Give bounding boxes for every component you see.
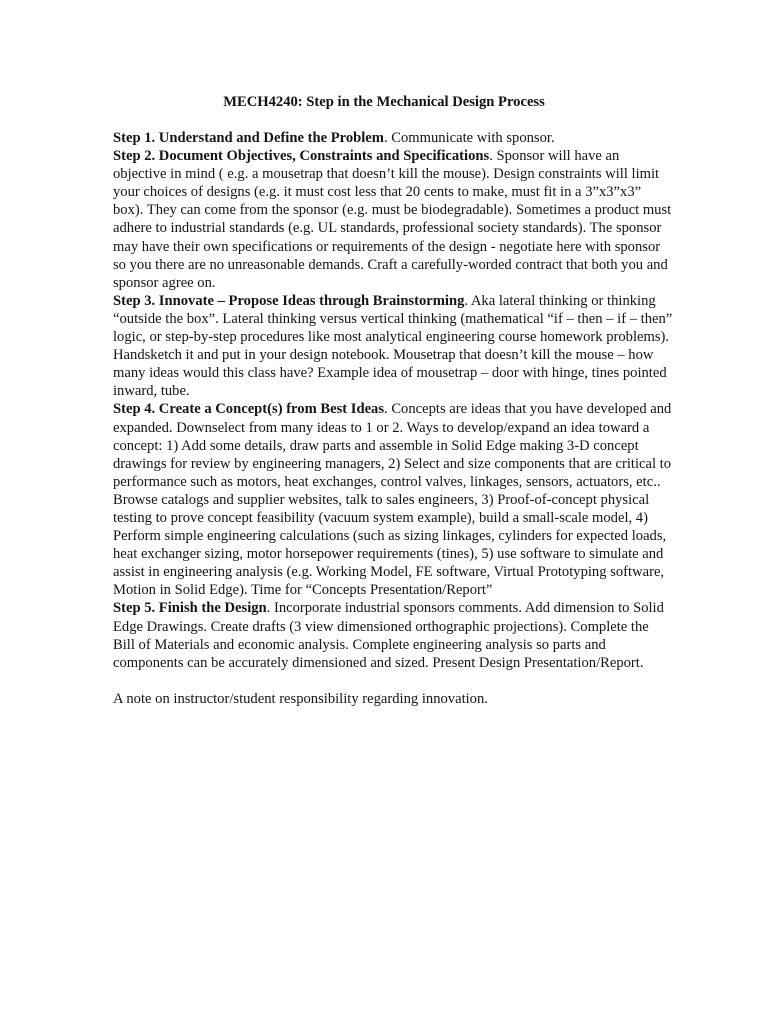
step-5 [113,599,673,671]
closing-note: A note on instructor/student responsibility regarding innovation. [113,690,488,707]
step-3 [113,292,673,401]
step-5-heading: Step 5. Finish the Design [113,600,267,617]
step-4 [113,400,673,599]
step-1 [113,129,673,147]
step-4-text: . Concepts are ideas that you have developed and expanded. Downselect from many ideas to 1 or 2. Ways to develop/expand an idea toward a concept: 1) Add some details, draw parts and assemble in Solid Edge making 3-D concept drawings for review by engineering managers, 2) Select and size components that are critical to performance such as motors, heat exchanges, control valves, linkages, sensors, actuators, etc.. Browse catalogs and supplier websites, talk to sales engineers, 3) Proof-of-concept physical testing to prove concept feasibility (vacuum system example), build a small-scale model, 4) Perform simple engineering calculations (such as sizing linkages, cylinders for expected loads, heat exchanger sizing, motor horsepower requirements (tines), 5) use software to simulate and assist in engineering analysis (e.g. Working Model, FE software, Virtual Prototyping software, Motion in Solid Edge). Time for “Concepts Presentation/Report” [113,401,672,599]
step-5-text: . Incorporate industrial sponsors comments. Add dimension to Solid Edge Drawings. Create drafts (3 view dimensioned orthographic projections). Complete the Bill of Materials and economic analysis. Complete engineering analysis so parts and components can be accurately dimensioned and sized. Present Design Presentation/Report. [113,600,664,671]
step-1-heading: Step 1. Understand and Define the Problem [113,130,384,146]
document-body [113,129,673,708]
step-1-text: . Communicate with sponsor. [383,130,555,146]
step-2 [113,147,673,292]
step-4-heading: Step 4. Create a Concept(s) from Best Ideas [113,401,385,418]
document-title: MECH4240: Step in the Mechanical Design Process [223,94,545,110]
step-2-heading: Step 2. Document Objectives, Constraints and Specifications [113,148,490,165]
step-3-heading: Step 3. Innovate – Propose Ideas through Brainstorming [113,292,465,309]
step-2-text: . Sponsor will have an objective in mind ( e.g. a mousetrap that doesn’t kill the mouse). Design constraints will limit your choices of designs (e.g. it must cost less that 20 cents to make, must fit in a 3”x3”x3” box). They can come from the sponsor (e.g. must be biodegradable). Sometimes a product must adhere to industrial standards (e.g. UL standards, professional society standards). The sponsor may have their own specifications or requirements of the design - negotiate here with sponsor so you there are no unreasonable demands. Craft a carefully-worded contract that both you and sponsor agree on. [113,148,672,291]
step-3-text: . Aka lateral thinking or thinking “outside the box”. Lateral thinking versus vertical thinking (mathematical “if – then – if – then” logic, or step-by-step procedures like most analytical engineering course homework problems). Handsketch it and put in your design notebook. Mousetrap that doesn’t kill the mouse – how many ideas would this class have? Example idea of mousetrap – door with hinge, tines pointed inward, tube. [113,292,673,400]
